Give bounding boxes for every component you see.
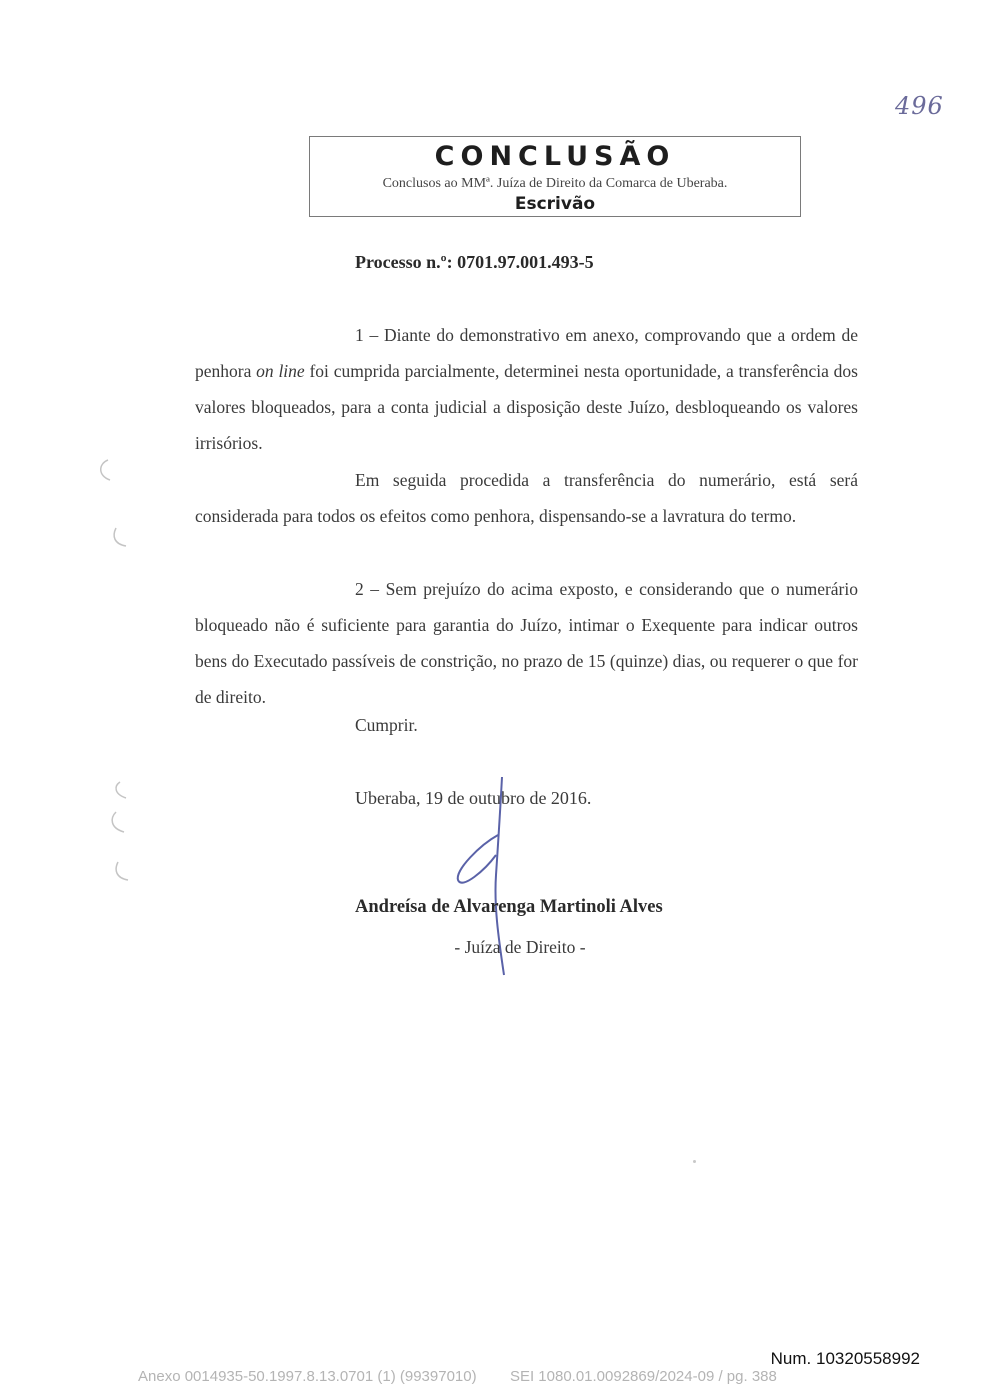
document-number: Num. 10320558992: [770, 1349, 920, 1368]
scan-speck: [693, 1160, 696, 1163]
place-date: Uberaba, 19 de outubro de 2016.: [355, 788, 592, 808]
margin-hole-mark: [108, 860, 132, 884]
escrivao-label: Escrivão: [514, 194, 596, 214]
paragraph-1-italic: on line: [256, 361, 305, 381]
paragraph-2: [195, 462, 858, 534]
handwritten-page-number: 496: [895, 92, 944, 120]
margin-hole-mark: [106, 526, 130, 550]
margin-hole-mark: [92, 458, 116, 482]
cumprir-text: Cumprir.: [355, 715, 418, 735]
paragraph-1-text-a: 1 – Diante do demonstrativo em anexo, comprovando que a ordem de penhora: [195, 325, 858, 381]
signer-name: Andreísa de Alvarenga Martinoli Alves: [355, 897, 663, 917]
paragraph-2-text: Em seguida procedida a transferência do numerário, está será considerada para todos os efeitos como penhora, dispensando-se a lavratura do termo.: [195, 470, 858, 526]
conclusao-title: CONCLUSÃO: [434, 141, 676, 172]
conclusao-subtitle: Conclusos ao MMª. Juíza de Direito da Comarca de Uberaba.: [382, 176, 728, 191]
annex-footer: Anexo 0014935-50.1997.8.13.0701 (1) (99397010) SEI 1080.01.0092869/2024-09 / pg. 388: [138, 1368, 777, 1385]
signer-role: - Juíza de Direito -: [454, 937, 586, 957]
margin-hole-mark: [104, 810, 128, 834]
paragraph-1: [195, 317, 858, 461]
paragraph-1-text-b: foi cumprida parcialmente, determinei nesta oportunidade, a transferência dos valores bloqueados, para a conta judicial a disposição deste Juízo, desbloqueando os valores irrisórios.: [195, 361, 858, 453]
process-number: Processo n.º: 0701.97.001.493-5: [355, 252, 594, 272]
margin-hole-mark: [106, 780, 130, 804]
paragraph-3-text: 2 – Sem prejuízo do acima exposto, e considerando que o numerário bloqueado não é suficiente para garantia do Juízo, intimar o Exequente para indicar outros bens do Executado passíveis de constrição, no prazo de 15 (quinze) dias, ou requerer o que for de direito.: [195, 579, 858, 707]
conclusao-stamp: [309, 136, 801, 217]
paragraph-3: [195, 571, 858, 715]
